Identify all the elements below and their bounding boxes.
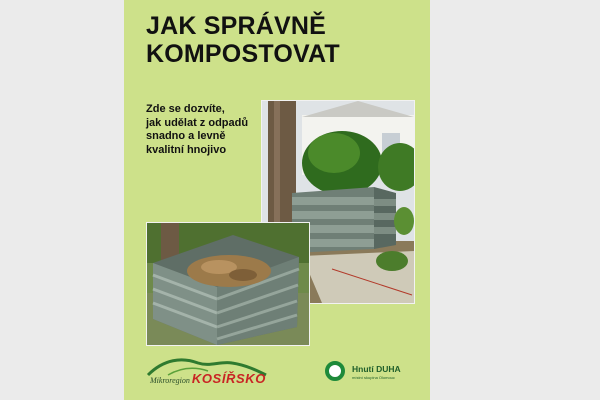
cover-subtitle (146, 103, 266, 157)
subtitle-line-2: jak udělat z odpadů (146, 116, 249, 129)
cover-title (146, 12, 340, 68)
logo-right-tagline: místní skupina Olomouc (352, 375, 395, 380)
title-line-2: KOMPOSTOVAT (146, 40, 340, 68)
subtitle-line-3: snadno a levně (146, 130, 226, 142)
logo-hnuti-duha (324, 360, 424, 390)
cover-page (124, 0, 430, 400)
logo-right-name: Hnutí DUHA (352, 364, 401, 374)
title-line-1: JAK SPRÁVNĚ (146, 12, 327, 40)
logo-left-name: KOSÍŘSKO (191, 371, 266, 386)
photo-compost-bin-leaves (146, 222, 310, 346)
logo-left-prefix: Mikroregion (150, 376, 190, 385)
logo-mikroregion-kosirsko (146, 355, 268, 395)
subtitle-line-4: kvalitní hnojivo (146, 143, 227, 156)
subtitle-line-1: Zde se dozvíte, (146, 103, 225, 115)
duha-ring-icon (324, 360, 346, 382)
